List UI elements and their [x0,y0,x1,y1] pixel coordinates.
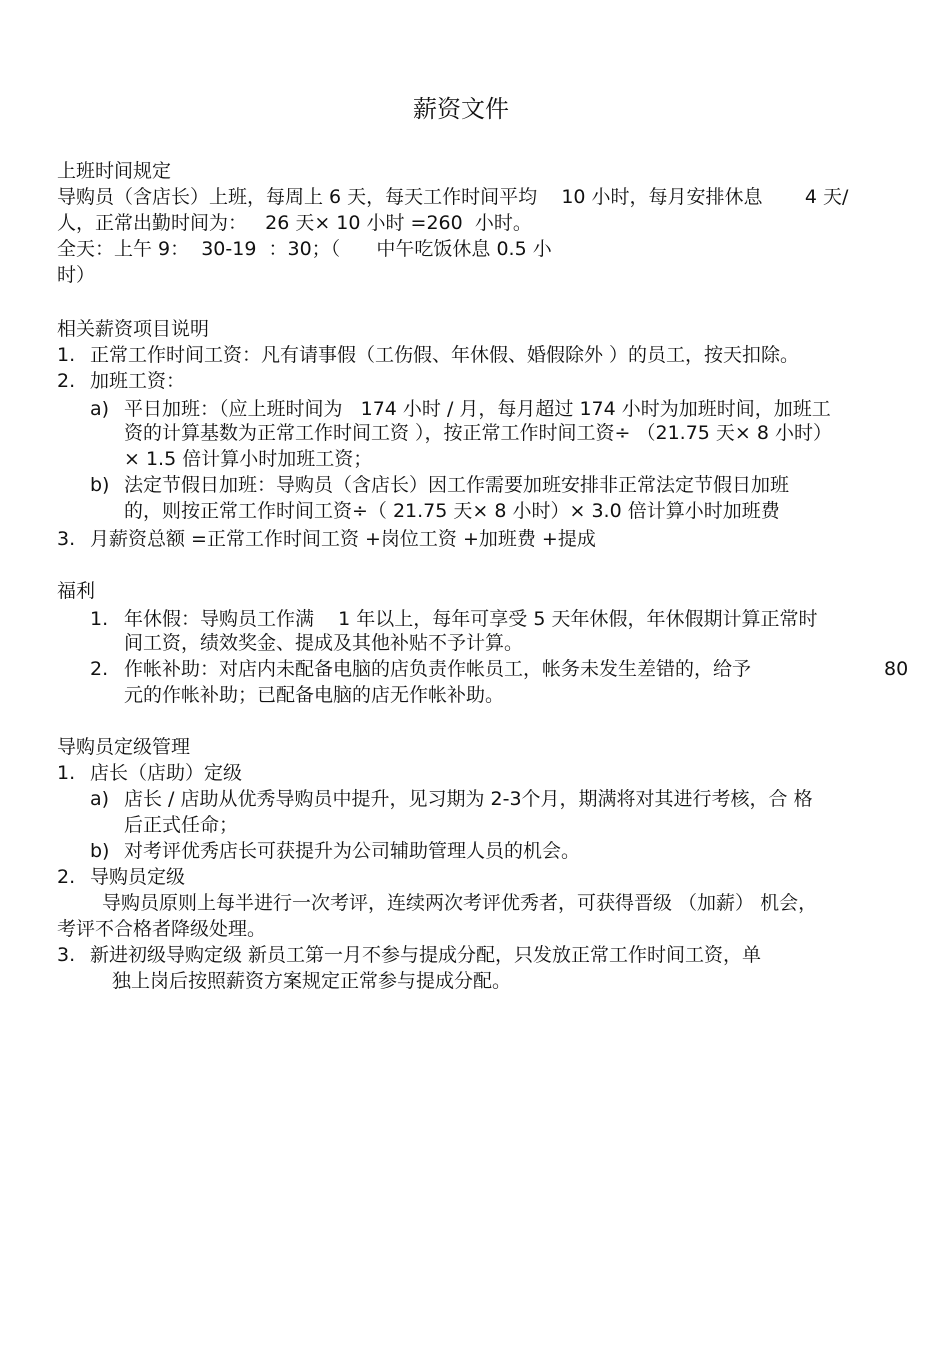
subsidy-amount: 80 [884,658,909,680]
sublist-letter: a) [90,788,110,810]
list-item-line: 作帐补助：对店内未配备电脑的店负责作帐员工，帐务未发生差错的，给予 [124,658,752,680]
list-number: 1. [90,608,109,630]
list-number: 2. [90,658,109,680]
list-item-line: 独上岗后按照薪资方案规定正常参与提成分配。 [112,970,512,992]
list-item: 导购员定级 [90,866,186,888]
list-item-line: 年休假：导购员工作满 1 年以上，每年可享受 5 天年休假，年休假期计算正常时 [124,608,818,630]
sublist-item-line: 店长 / 店助从优秀导购员中提升，见习期为 2-3个月，期满将对其进行考核，合 格 [124,788,813,810]
sublist-item-line: × 1.5 倍计算小时加班工资； [124,448,373,470]
paragraph-line: 导购员原则上每半进行一次考评，连续两次考评优秀者，可获得晋级 （加薪） 机会， [102,892,818,914]
sublist-item-line: 后正式任命； [124,814,239,836]
page-title: 薪资文件 [413,95,509,123]
list-number: 3. [57,528,76,550]
work-hours-paragraph-line: 导购员（含店长）上班，每周上 6 天，每天工作时间平均 10 小时，每月安排休息 4 天/ [57,186,849,208]
list-item: 月薪资总额 =正常工作时间工资 +岗位工资 +加班费 +提成 [90,528,596,550]
sublist-item: 对考评优秀店长可获提升为公司辅助管理人员的机会。 [124,840,581,862]
list-item: 加班工资： [90,370,186,392]
section-heading-salary-items: 相关薪资项目说明 [57,318,210,340]
list-item: 正常工作时间工资：凡有请事假（工伤假、年休假、婚假除外 ）的员工，按天扣除。 [90,344,800,366]
section-heading-grading: 导购员定级管理 [57,736,191,758]
list-number: 3. [57,944,76,966]
sublist-item-line: 平日加班：（应上班时间为 174 小时 / 月，每月超过 174 小时为加班时间，加班工 [124,398,831,420]
list-number: 2. [57,370,76,392]
sublist-letter: a) [90,398,110,420]
list-number: 2. [57,866,76,888]
sublist-letter: b) [90,474,110,496]
list-item-line: 新进初级导购定级 新员工第一月不参与提成分配，只发放正常工作时间工资，单 [90,944,762,966]
section-heading-work-hours: 上班时间规定 [57,160,172,182]
daily-schedule-line: 全天：上午 9： 30-19 ：30；（ 中午吃饭休息 0.5 小 [57,238,552,260]
daily-schedule-line: 时） [57,264,96,286]
section-heading-benefits: 福利 [57,580,96,602]
list-item-line: 元的作帐补助；已配备电脑的店无作帐补助。 [124,684,505,706]
sublist-item-line: 资的计算基数为正常工作时间工资 ），按正常工作时间工资÷ （21.75 天× 8 小时） [124,422,833,444]
sublist-item-line: 的，则按正常工作时间工资÷（ 21.75 天× 8 小时）× 3.0 倍计算小时加班费 [124,500,780,522]
list-number: 1. [57,344,76,366]
list-item-line: 间工资，绩效奖金、提成及其他补贴不予计算。 [124,632,524,654]
list-number: 1. [57,762,76,784]
sublist-item-line: 法定节假日加班：导购员（含店长）因工作需要加班安排非正常法定节假日加班 [124,474,790,496]
list-item: 店长（店助）定级 [90,762,243,784]
work-hours-paragraph-line: 人，正常出勤时间为： 26 天× 10 小时 =260 小时。 [57,212,532,234]
paragraph-line: 考评不合格者降级处理。 [57,918,267,940]
sublist-letter: b) [90,840,110,862]
